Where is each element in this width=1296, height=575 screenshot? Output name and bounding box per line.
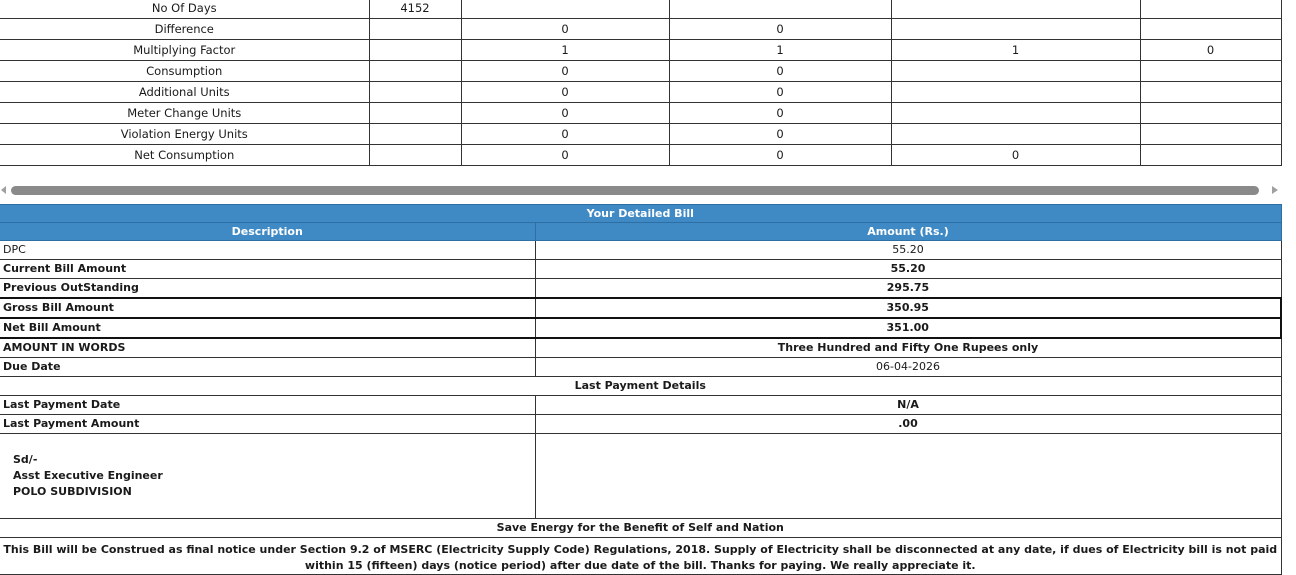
consumption-row <box>0 124 1281 145</box>
consumption-cell <box>461 0 669 19</box>
consumption-cell <box>891 19 1140 40</box>
bill-row-due-date <box>0 358 1281 377</box>
last-payment-heading: Last Payment Details <box>0 377 1281 396</box>
consumption-cell <box>1140 124 1281 145</box>
bill-row-value: N/A <box>535 396 1281 415</box>
bill-row-label: DPC <box>0 241 535 260</box>
consumption-cell: 0 <box>461 82 669 103</box>
consumption-row-label: Meter Change Units <box>0 103 369 124</box>
consumption-cell <box>1140 19 1281 40</box>
detailed-bill-table <box>0 204 1282 575</box>
bill-row-label: Previous OutStanding <box>0 279 535 299</box>
consumption-row-label: No Of Days <box>0 0 369 19</box>
consumption-cell: 0 <box>461 61 669 82</box>
bill-row-net-amount <box>0 318 1281 338</box>
consumption-row <box>0 82 1281 103</box>
horizontal-scrollbar[interactable] <box>0 183 1281 197</box>
consumption-cell: 1 <box>669 40 891 61</box>
consumption-cell: 0 <box>461 103 669 124</box>
consumption-cell: 0 <box>461 145 669 166</box>
signature-blank-cell <box>535 434 1281 519</box>
final-notice-text: This Bill will be Construed as final notice under Section 9.2 of MSERC (Electricity Supply Code) Regulations, 2018. Supply of Electricity shall be disconnected at any date, if dues of Electricity bill is not paid within 15 (fifteen) days (notice period) after due date of the bill. Thanks for paying. We really appreciate it. <box>0 538 1281 575</box>
consumption-cell: 0 <box>669 145 891 166</box>
consumption-row <box>0 103 1281 124</box>
bill-row-label: Current Bill Amount <box>0 260 535 279</box>
consumption-cell <box>369 40 461 61</box>
consumption-cell <box>1140 61 1281 82</box>
bill-row-previous-outstanding <box>0 279 1281 299</box>
bill-row-label: AMOUNT IN WORDS <box>0 338 535 358</box>
consumption-cell <box>891 61 1140 82</box>
consumption-cell <box>891 103 1140 124</box>
last-payment-date-row <box>0 396 1281 415</box>
signature-office: POLO SUBDIVISION <box>13 485 132 498</box>
bill-row-label: Gross Bill Amount <box>0 298 535 318</box>
consumption-cell: 0 <box>461 124 669 145</box>
bill-row-amount-in-words <box>0 338 1281 358</box>
consumption-row <box>0 61 1281 82</box>
signature-sd: Sd/- <box>13 453 38 466</box>
bill-row-value: 06-04-2026 <box>535 358 1281 377</box>
consumption-cell <box>891 124 1140 145</box>
consumption-cell: 0 <box>669 124 891 145</box>
scroll-right-arrow-icon[interactable] <box>1272 186 1278 194</box>
consumption-cell <box>369 124 461 145</box>
consumption-cell <box>1140 145 1281 166</box>
bill-row-value: 351.00 <box>535 318 1281 338</box>
bill-row-value: .00 <box>535 415 1281 434</box>
last-payment-amount-row <box>0 415 1281 434</box>
consumption-cell: 0 <box>1140 40 1281 61</box>
consumption-row <box>0 40 1281 61</box>
bill-row-gross-amount <box>0 298 1281 318</box>
consumption-cell <box>891 82 1140 103</box>
signature-designation: Asst Executive Engineer <box>13 469 163 482</box>
amount-header: Amount (Rs.) <box>535 223 1281 241</box>
bill-row-current-bill <box>0 260 1281 279</box>
consumption-row-label: Difference <box>0 19 369 40</box>
energy-slogan: Save Energy for the Benefit of Self and Nation <box>0 519 1281 538</box>
consumption-row <box>0 145 1281 166</box>
consumption-cell: 0 <box>669 19 891 40</box>
bill-row-label: Last Payment Date <box>0 396 535 415</box>
consumption-row-label: Consumption <box>0 61 369 82</box>
bill-row-value: 295.75 <box>535 279 1281 299</box>
consumption-cell <box>369 145 461 166</box>
consumption-cell: 1 <box>891 40 1140 61</box>
consumption-cell <box>1140 0 1281 19</box>
consumption-row-label: Violation Energy Units <box>0 124 369 145</box>
consumption-row-label: Additional Units <box>0 82 369 103</box>
consumption-row <box>0 19 1281 40</box>
consumption-row-label: Multiplying Factor <box>0 40 369 61</box>
description-header: Description <box>0 223 535 241</box>
consumption-cell: 0 <box>891 145 1140 166</box>
consumption-cell <box>1140 82 1281 103</box>
consumption-cell: 0 <box>669 61 891 82</box>
bill-row-value: 350.95 <box>535 298 1281 318</box>
bill-row-label: Net Bill Amount <box>0 318 535 338</box>
consumption-cell <box>369 82 461 103</box>
consumption-row-label: Net Consumption <box>0 145 369 166</box>
bill-row-value: 55.20 <box>535 241 1281 260</box>
consumption-cell <box>369 61 461 82</box>
scrollbar-thumb[interactable] <box>11 186 1259 195</box>
bill-row-dpc <box>0 241 1281 260</box>
consumption-cell: 1 <box>461 40 669 61</box>
consumption-cell <box>669 0 891 19</box>
consumption-cell <box>1140 103 1281 124</box>
signature-block <box>0 434 535 519</box>
signature-row <box>0 434 1281 519</box>
bill-row-value: Three Hundred and Fifty One Rupees only <box>535 338 1281 358</box>
bill-row-label: Last Payment Amount <box>0 415 535 434</box>
consumption-table <box>0 0 1282 166</box>
consumption-cell <box>891 0 1140 19</box>
consumption-cell: 0 <box>669 103 891 124</box>
bill-title: Your Detailed Bill <box>0 205 1281 223</box>
consumption-row <box>0 0 1281 19</box>
consumption-cell <box>369 103 461 124</box>
consumption-cell <box>369 19 461 40</box>
bill-row-label: Due Date <box>0 358 535 377</box>
consumption-cell: 0 <box>461 19 669 40</box>
consumption-cell: 0 <box>669 82 891 103</box>
consumption-cell: 4152 <box>369 0 461 19</box>
scroll-left-arrow-icon[interactable] <box>1 186 6 194</box>
bill-row-value: 55.20 <box>535 260 1281 279</box>
